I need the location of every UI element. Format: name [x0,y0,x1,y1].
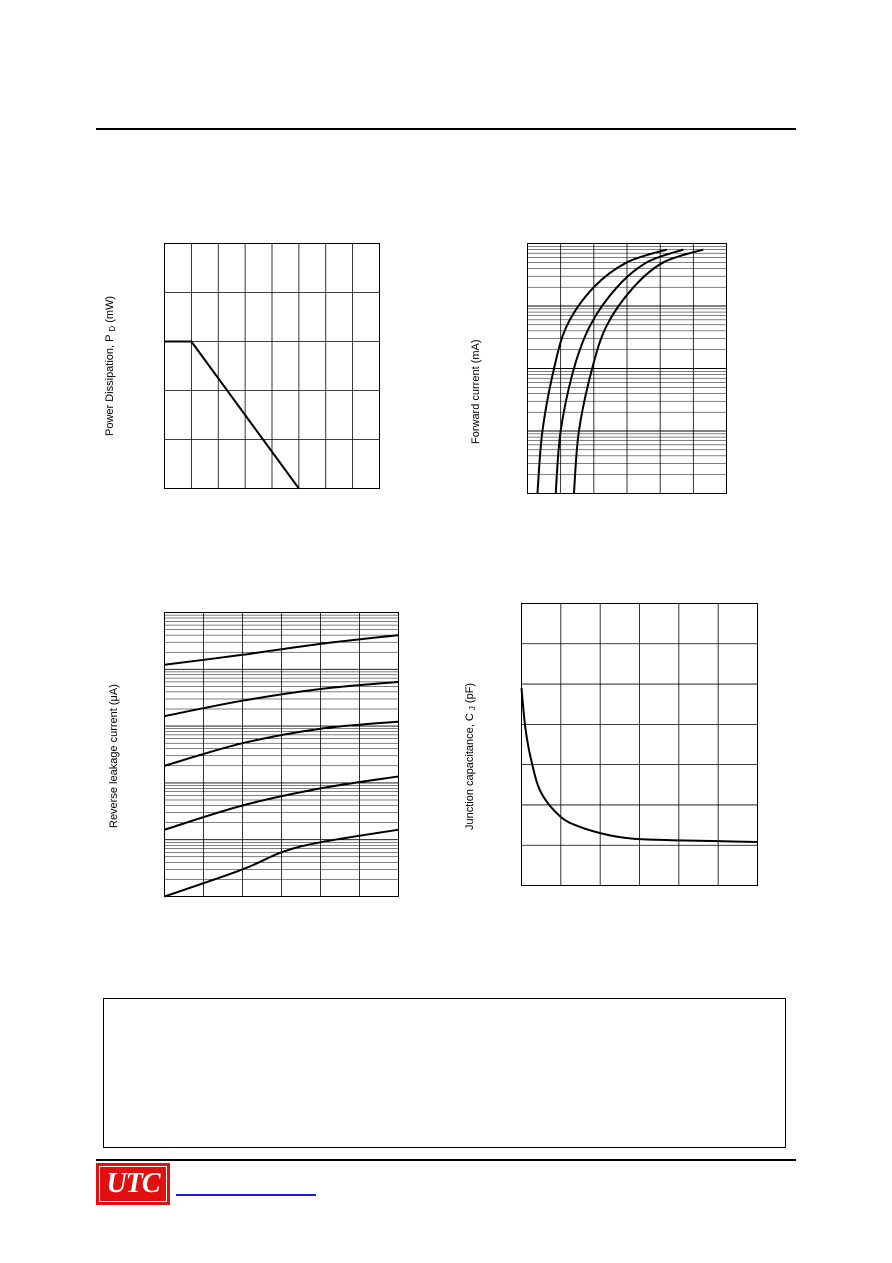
utc-logo [96,1163,170,1205]
junction-capacitance-chart [521,603,758,886]
reverse-leakage-chart [164,612,399,897]
notes-box [103,998,786,1148]
series-line-1 [165,342,299,489]
footer-rule [96,1159,796,1161]
forward-ylabel: Forward current (mA) [470,339,482,444]
utc-logo-frame [99,1166,167,1202]
junction-chart-ylabel [464,683,477,830]
forward-current-chart [527,243,727,494]
power-ylabel-sub: D [108,325,117,332]
power-dissipation-chart [164,243,380,489]
website-link[interactable] [176,1194,316,1196]
power-ylabel-unit: (mW) [104,295,116,326]
utc-logo-text: UTC [106,1168,160,1199]
leakage-chart-ylabel [108,684,120,828]
leakage-ylabel: Reverse leakage current (μA) [108,684,120,828]
power-ylabel-main: Power Dissipation, P [104,334,116,436]
power-chart-ylabel [104,296,117,436]
junction-ylabel-main: Junction capacitance, C [464,713,476,830]
junction-ylabel-unit: (pF) [464,682,476,707]
forward-chart-ylabel [470,339,482,444]
header-rule [96,128,796,130]
junction-ylabel-sub: J [468,706,477,711]
